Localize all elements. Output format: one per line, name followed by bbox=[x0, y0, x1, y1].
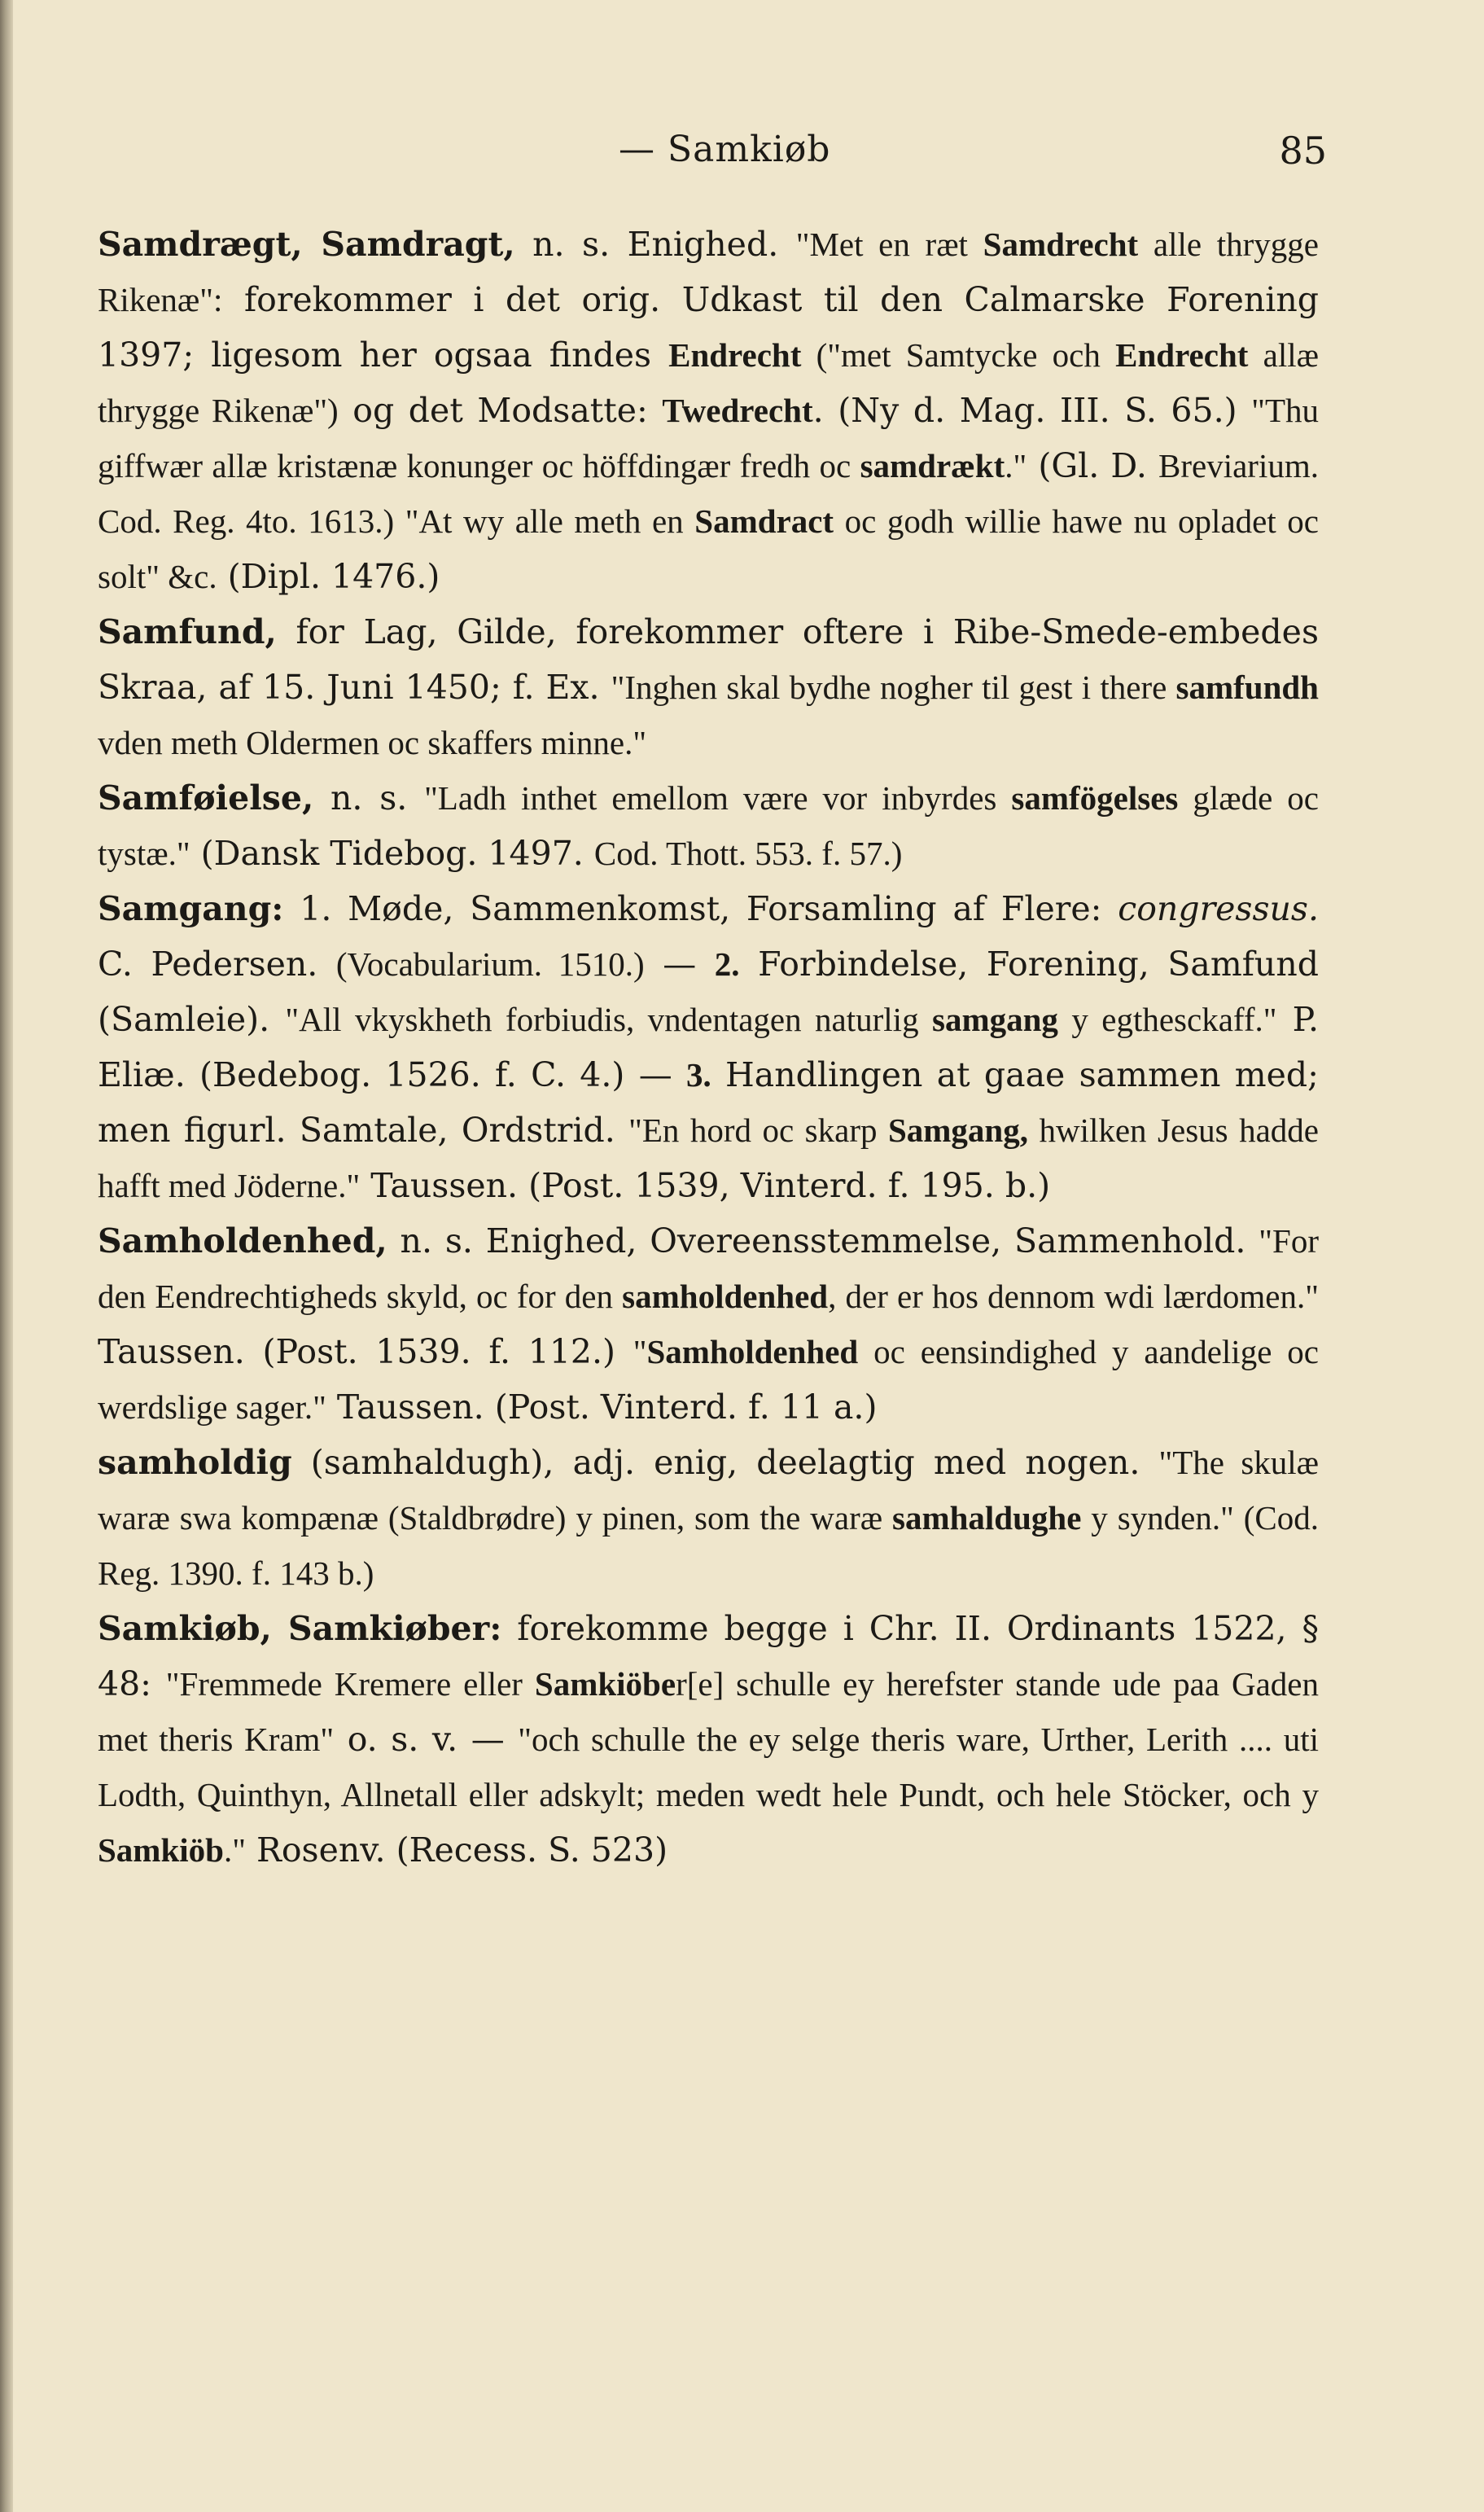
quotation-text: ." bbox=[1005, 447, 1027, 484]
dictionary-entry bbox=[98, 217, 1319, 604]
quotation-text: "The skulæ waræ swa kompænæ (Staldbrødre) y pinen, som the waræ bbox=[98, 1444, 1320, 1537]
entry-text: Taussen. (Post. Vinterd. f. 11 a.) bbox=[326, 1388, 878, 1427]
quotation-text: ." bbox=[223, 1831, 246, 1869]
entry-text: forekomme begge i Chr. II. Ordinants 1522, § 48: bbox=[98, 1609, 1319, 1703]
quotation-text: alle thrygge Rikenæ": bbox=[98, 226, 1320, 318]
entry-text: for Lag, Gilde, forekommer oftere i Ribe-Smede-embedes Skraa, af 15. Juni 1450; f. Ex. bbox=[98, 612, 1319, 707]
quotation-text: (Vocabularium. 1510.) bbox=[335, 945, 645, 983]
quotation-text: "Ladh inthet emellom være vor inbyrdes bbox=[424, 779, 1012, 817]
page-spine-shadow bbox=[0, 0, 13, 2512]
quotation-text: Cod. Thott. 553. f. 57.) bbox=[593, 835, 903, 872]
headword: Samholdenhed, bbox=[98, 1221, 387, 1260]
quotation-text: hwilken Jesus hadde hafft med Jöderne." bbox=[98, 1111, 1319, 1204]
entry-text: (Dansk Tidebog. 1497. bbox=[190, 834, 594, 873]
emphasized-term: samhaldughe bbox=[891, 1499, 1082, 1537]
quotation-text: "Inghen skal bydhe nogher til gest i there bbox=[611, 669, 1176, 706]
entry-text: 1. Møde, Sammenkomst, Forsamling af Flere: bbox=[283, 889, 1118, 928]
dictionary-entry bbox=[98, 604, 1319, 770]
quotation-text: oc godh willie hawe nu opladet oc solt" &c. bbox=[98, 502, 1320, 595]
quotation-text: y synden." (Cod. Reg. 1390. f. 143 b.) bbox=[98, 1499, 1320, 1592]
emphasized-term: Endrecht bbox=[668, 336, 802, 374]
entry-text: forekommer i det orig. Udkast til den Calmarske Forening 1397; ligesom her ogsaa findes bbox=[98, 280, 1319, 375]
page-header bbox=[98, 122, 1327, 179]
headword: Samføielse, bbox=[98, 778, 314, 818]
dictionary-entry bbox=[98, 1213, 1319, 1435]
quotation-text: " bbox=[633, 1333, 647, 1370]
emphasized-term: Samdract bbox=[694, 502, 834, 540]
dictionary-entry bbox=[98, 881, 1319, 1213]
quotation-text: vden meth Oldermen oc skaffers minne." bbox=[98, 724, 647, 761]
dictionary-entries bbox=[98, 217, 1319, 1878]
quotation-text: "Met en ræt bbox=[795, 226, 983, 263]
entry-text: Rosenv. (Recess. S. 523) bbox=[245, 1830, 668, 1870]
emphasized-term: Samholdenhed bbox=[646, 1333, 859, 1370]
quotation-text: allæ thrygge Rikenæ") bbox=[98, 336, 1319, 429]
dictionary-entry bbox=[98, 1601, 1319, 1878]
entry-text: — bbox=[644, 945, 715, 984]
quotation-text: "All vkyskheth forbiudis, vndentagen naturlig bbox=[285, 1001, 932, 1038]
entry-text: P. Eliæ. (Bedebog. 1526. f. C. 4.) — bbox=[98, 1000, 1319, 1094]
quotation-text: oc eensindighed y aandelige oc werdslige sager." bbox=[98, 1333, 1319, 1426]
entry-text: (Gl. D. bbox=[1027, 446, 1159, 485]
quotation-text: r[e] schulle ey herefster stande ude paa Gaden met theris Kram" bbox=[98, 1665, 1319, 1758]
emphasized-term: samfögelses bbox=[1011, 779, 1179, 817]
quotation-text: "och schulle the ey selge theris ware, Urther, Lerith .... uti Lodth, Quinthyn, Allnetall eller adskylt; meden wedt hele Pundt, och hele Stöcker, och y bbox=[98, 1721, 1319, 1813]
quotation-text: , der er hos dennom wdi lærdomen." bbox=[828, 1278, 1319, 1315]
quotation-text: ("met Samtycke och bbox=[801, 336, 1116, 374]
quotation-text: glæde oc tystæ." bbox=[98, 779, 1319, 872]
headword: Samdrægt, Samdragt, bbox=[98, 225, 515, 264]
entry-text: Taussen. (Post. 1539, Vinterd. f. 195. b.) bbox=[360, 1166, 1051, 1205]
entry-text: Taussen. (Post. 1539. f. 112.) bbox=[98, 1332, 633, 1371]
emphasized-term: Endrecht bbox=[1115, 336, 1249, 374]
dictionary-entry bbox=[98, 770, 1319, 881]
emphasized-term: 3. bbox=[686, 1056, 711, 1094]
headword: Samfund, bbox=[98, 612, 277, 651]
emphasized-term: Samkiöb bbox=[98, 1831, 224, 1869]
emphasized-term: Samdrecht bbox=[983, 226, 1139, 263]
entry-text: Forbindelse, Forening, Samfund (Samleie). bbox=[98, 945, 1319, 1039]
quotation-text: "For den Eendrechtigheds skyld, oc for den bbox=[98, 1222, 1319, 1315]
emphasized-term: samgang bbox=[932, 1001, 1058, 1038]
quotation-text: "At wy alle meth en bbox=[394, 502, 695, 540]
running-head: — Samkiøb bbox=[619, 129, 831, 170]
dictionary-entry bbox=[98, 1435, 1319, 1601]
emphasized-term: Samgang, bbox=[887, 1111, 1028, 1149]
emphasized-term: samholdenhed bbox=[622, 1278, 829, 1315]
emphasized-term: 2. bbox=[714, 945, 740, 983]
entry-text: (samhaldugh), adj. enig, deelagtig med nogen. bbox=[291, 1443, 1159, 1482]
entry-text: n. s. Enighed, Overeensstemmelse, Sammenhold. bbox=[387, 1221, 1259, 1260]
entry-text: o. s. v. — bbox=[334, 1720, 519, 1759]
headword: Samgang: bbox=[98, 889, 284, 928]
entry-text: . (Ny d. Mag. III. S. 65.) bbox=[812, 391, 1252, 430]
emphasized-term: Samkiöbe bbox=[534, 1665, 676, 1703]
quotation-text: "En hord oc skarp bbox=[628, 1111, 888, 1149]
page-number: 85 bbox=[1279, 129, 1327, 173]
emphasized-term: samdrækt bbox=[860, 447, 1005, 484]
emphasized-term: Twedrecht bbox=[662, 392, 813, 429]
quotation-text: Breviarium. Cod. Reg. 4to. 1613.) bbox=[98, 447, 1319, 540]
page bbox=[98, 122, 1327, 1878]
entry-text: n. s. bbox=[313, 778, 425, 818]
headword: Samkiøb, Samkiøber: bbox=[98, 1609, 502, 1648]
quotation-text: "Fremmede Kremere eller bbox=[165, 1665, 535, 1703]
entry-text: og det Modsatte: bbox=[338, 391, 663, 430]
entry-text: Handlingen at gaae sammen med; men figurl. Samtale, Ordstrid. bbox=[98, 1055, 1319, 1150]
italic-term: congressus. bbox=[1118, 889, 1319, 928]
headword: samholdig bbox=[98, 1443, 292, 1482]
quotation-text: y egthesckaff." bbox=[1057, 1001, 1277, 1038]
entry-text: (Dipl. 1476.) bbox=[217, 557, 440, 596]
emphasized-term: samfundh bbox=[1175, 669, 1319, 706]
quotation-text: "Thu giffwær allæ kristænæ konunger oc höffdingær fredh oc bbox=[98, 392, 1319, 484]
entry-text: C. Pedersen. bbox=[98, 945, 336, 984]
entry-text: n. s. Enighed. bbox=[514, 225, 796, 264]
